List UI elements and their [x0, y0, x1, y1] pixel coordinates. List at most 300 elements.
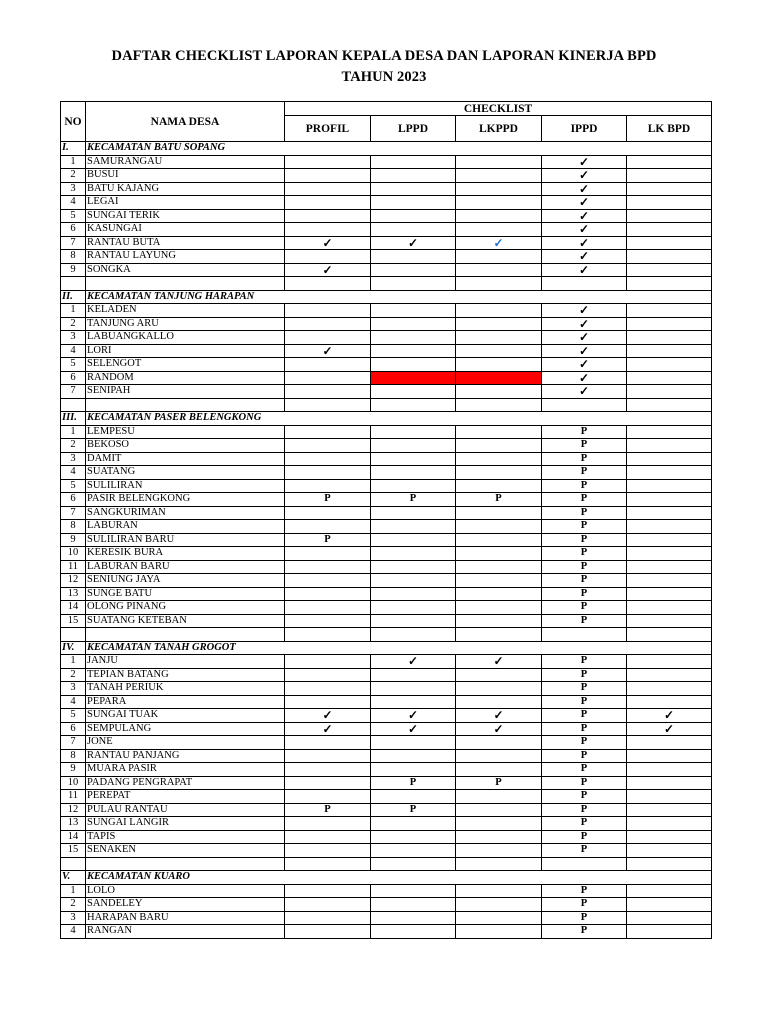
mark-lkppd	[456, 479, 542, 493]
blank-cell	[371, 277, 456, 291]
village-name: LEMPESU	[86, 425, 285, 439]
row-number: 1	[61, 884, 86, 898]
mark-ippd: P	[542, 466, 627, 480]
mark-ippd: P	[542, 682, 627, 696]
row-number: 14	[61, 601, 86, 615]
mark-lppd	[371, 344, 456, 358]
mark-lk-bpd	[627, 196, 712, 210]
mark-lppd	[371, 182, 456, 196]
mark-lkppd	[456, 439, 542, 453]
table-row	[61, 695, 712, 709]
mark-profil	[285, 479, 371, 493]
mark-ippd: ✓	[542, 331, 627, 345]
section-header-row	[61, 641, 712, 655]
village-name: SONGKA	[86, 263, 285, 277]
table-row	[61, 560, 712, 574]
village-name: SENIPAH	[86, 385, 285, 399]
row-number: 3	[61, 331, 86, 345]
mark-profil	[285, 763, 371, 777]
mark-lk-bpd	[627, 655, 712, 669]
header-nama-desa: NAMA DESA	[86, 102, 285, 142]
mark-ippd: P	[542, 695, 627, 709]
mark-lkppd	[456, 385, 542, 399]
mark-lkppd	[456, 223, 542, 237]
mark-ippd: P	[542, 790, 627, 804]
mark-lkppd	[456, 574, 542, 588]
mark-profil	[285, 574, 371, 588]
mark-lppd	[371, 884, 456, 898]
mark-lk-bpd	[627, 560, 712, 574]
mark-lppd	[371, 371, 456, 385]
header-checklist: CHECKLIST	[285, 102, 712, 116]
blank-cell	[542, 628, 627, 642]
mark-lppd	[371, 196, 456, 210]
table-row	[61, 331, 712, 345]
village-name: LABUANGKALLO	[86, 331, 285, 345]
mark-ippd: P	[542, 736, 627, 750]
village-name: PASIR BELENGKONG	[86, 493, 285, 507]
village-name: KELADEN	[86, 304, 285, 318]
mark-profil: P	[285, 533, 371, 547]
blank-cell	[86, 857, 285, 871]
table-row	[61, 439, 712, 453]
mark-lppd	[371, 506, 456, 520]
mark-lk-bpd	[627, 682, 712, 696]
mark-ippd: P	[542, 601, 627, 615]
section-number: II.	[61, 290, 86, 304]
village-name: SELENGOT	[86, 358, 285, 372]
mark-lkppd: P	[456, 776, 542, 790]
village-name: KASUNGAI	[86, 223, 285, 237]
mark-lppd	[371, 844, 456, 858]
mark-profil: ✓	[285, 263, 371, 277]
mark-lk-bpd	[627, 506, 712, 520]
mark-lkppd	[456, 925, 542, 939]
mark-lk-bpd	[627, 763, 712, 777]
mark-profil	[285, 223, 371, 237]
village-name: PULAU RANTAU	[86, 803, 285, 817]
mark-lppd	[371, 668, 456, 682]
row-number: 4	[61, 925, 86, 939]
mark-lkppd: ✓	[456, 722, 542, 736]
table-row	[61, 601, 712, 615]
mark-ippd: ✓	[542, 196, 627, 210]
section-header-row	[61, 412, 712, 426]
mark-profil	[285, 911, 371, 925]
blank-cell	[542, 398, 627, 412]
table-row	[61, 682, 712, 696]
mark-lkppd	[456, 425, 542, 439]
mark-ippd: ✓	[542, 182, 627, 196]
row-number: 9	[61, 763, 86, 777]
village-name: LABURAN BARU	[86, 560, 285, 574]
row-number: 11	[61, 790, 86, 804]
table-row	[61, 911, 712, 925]
mark-lppd	[371, 479, 456, 493]
row-number: 15	[61, 614, 86, 628]
mark-lk-bpd	[627, 925, 712, 939]
table-row	[61, 830, 712, 844]
mark-ippd: P	[542, 763, 627, 777]
mark-profil	[285, 925, 371, 939]
village-name: RANTAU LAYUNG	[86, 250, 285, 264]
row-number: 1	[61, 425, 86, 439]
section-header-row	[61, 871, 712, 885]
mark-lk-bpd	[627, 452, 712, 466]
blank-cell	[61, 857, 86, 871]
mark-ippd: P	[542, 884, 627, 898]
row-number: 6	[61, 371, 86, 385]
table-row	[61, 749, 712, 763]
mark-lkppd	[456, 547, 542, 561]
mark-profil	[285, 655, 371, 669]
mark-lkppd	[456, 344, 542, 358]
mark-profil: P	[285, 493, 371, 507]
table-row	[61, 925, 712, 939]
mark-lppd	[371, 520, 456, 534]
row-number: 8	[61, 749, 86, 763]
mark-lk-bpd	[627, 749, 712, 763]
table-row	[61, 344, 712, 358]
blank-cell	[285, 628, 371, 642]
table-row	[61, 898, 712, 912]
mark-lppd	[371, 533, 456, 547]
mark-lkppd	[456, 520, 542, 534]
table-row	[61, 520, 712, 534]
mark-profil	[285, 506, 371, 520]
mark-profil: ✓	[285, 709, 371, 723]
table-row	[61, 668, 712, 682]
row-number: 4	[61, 344, 86, 358]
blank-cell	[61, 398, 86, 412]
mark-lkppd	[456, 331, 542, 345]
mark-lk-bpd	[627, 344, 712, 358]
table-row	[61, 223, 712, 237]
mark-lppd	[371, 817, 456, 831]
mark-ippd: P	[542, 655, 627, 669]
mark-lkppd: ✓	[456, 236, 542, 250]
mark-lk-bpd	[627, 776, 712, 790]
mark-profil	[285, 169, 371, 183]
mark-ippd: ✓	[542, 169, 627, 183]
mark-lkppd	[456, 763, 542, 777]
mark-lk-bpd	[627, 695, 712, 709]
mark-lkppd	[456, 668, 542, 682]
section-number: III.	[61, 412, 86, 426]
mark-lkppd	[456, 844, 542, 858]
village-name: LORI	[86, 344, 285, 358]
mark-profil	[285, 749, 371, 763]
document-title: DAFTAR CHECKLIST LAPORAN KEPALA DESA DAN LAPORAN KINERJA BPD	[111, 48, 657, 64]
mark-lk-bpd	[627, 155, 712, 169]
mark-lppd	[371, 155, 456, 169]
table-row	[61, 304, 712, 318]
table-row	[61, 250, 712, 264]
row-number: 2	[61, 317, 86, 331]
mark-lkppd	[456, 830, 542, 844]
mark-profil	[285, 668, 371, 682]
village-name: LABURAN	[86, 520, 285, 534]
mark-lkppd	[456, 466, 542, 480]
mark-lkppd	[456, 614, 542, 628]
mark-ippd: ✓	[542, 317, 627, 331]
mark-lppd: P	[371, 776, 456, 790]
blank-cell	[456, 628, 542, 642]
table-row	[61, 358, 712, 372]
mark-lk-bpd	[627, 668, 712, 682]
mark-profil	[285, 560, 371, 574]
mark-profil	[285, 830, 371, 844]
mark-lk-bpd	[627, 331, 712, 345]
mark-lppd	[371, 304, 456, 318]
mark-ippd: ✓	[542, 344, 627, 358]
section-name: KECAMATAN PASER BELENGKONG	[86, 412, 712, 426]
mark-lkppd	[456, 250, 542, 264]
section-number: IV.	[61, 641, 86, 655]
mark-ippd: P	[542, 452, 627, 466]
blank-cell	[456, 398, 542, 412]
row-number: 5	[61, 479, 86, 493]
table-row	[61, 182, 712, 196]
village-name: SULILIRAN BARU	[86, 533, 285, 547]
mark-ippd: P	[542, 520, 627, 534]
mark-profil	[285, 601, 371, 615]
table-row	[61, 547, 712, 561]
table-row	[61, 884, 712, 898]
table-row	[61, 236, 712, 250]
mark-lppd	[371, 452, 456, 466]
mark-lk-bpd	[627, 601, 712, 615]
mark-profil	[285, 196, 371, 210]
mark-lk-bpd: ✓	[627, 709, 712, 723]
blank-cell	[456, 277, 542, 291]
mark-lkppd	[456, 736, 542, 750]
mark-profil	[285, 304, 371, 318]
mark-lkppd	[456, 304, 542, 318]
section-name: KECAMATAN TANJUNG HARAPAN	[86, 290, 712, 304]
mark-profil	[285, 520, 371, 534]
mark-profil	[285, 776, 371, 790]
village-name: PEREPAT	[86, 790, 285, 804]
village-name: LOLO	[86, 884, 285, 898]
mark-lkppd	[456, 803, 542, 817]
table-row	[61, 722, 712, 736]
table-row	[61, 452, 712, 466]
mark-lppd	[371, 695, 456, 709]
village-name: SANGKURIMAN	[86, 506, 285, 520]
mark-ippd: P	[542, 844, 627, 858]
mark-lppd	[371, 425, 456, 439]
mark-profil	[285, 736, 371, 750]
mark-ippd: P	[542, 506, 627, 520]
mark-lkppd	[456, 884, 542, 898]
row-number: 2	[61, 898, 86, 912]
table-row	[61, 736, 712, 750]
table-row	[61, 587, 712, 601]
blank-cell	[627, 628, 712, 642]
section-number: I.	[61, 142, 86, 156]
row-number: 6	[61, 493, 86, 507]
table-row	[61, 169, 712, 183]
header-lk-bpd: LK BPD	[627, 116, 712, 142]
row-number: 3	[61, 452, 86, 466]
village-name: BATU KAJANG	[86, 182, 285, 196]
mark-lppd	[371, 925, 456, 939]
mark-lk-bpd	[627, 614, 712, 628]
mark-lkppd	[456, 911, 542, 925]
mark-lkppd	[456, 182, 542, 196]
blank-cell	[456, 857, 542, 871]
mark-profil	[285, 817, 371, 831]
mark-ippd: P	[542, 547, 627, 561]
row-number: 7	[61, 736, 86, 750]
mark-ippd: ✓	[542, 236, 627, 250]
mark-lk-bpd: ✓	[627, 722, 712, 736]
mark-lkppd	[456, 817, 542, 831]
mark-lppd	[371, 736, 456, 750]
mark-profil	[285, 425, 371, 439]
mark-lk-bpd	[627, 817, 712, 831]
row-number: 14	[61, 830, 86, 844]
village-name: SEMPULANG	[86, 722, 285, 736]
mark-lk-bpd	[627, 493, 712, 507]
mark-ippd: ✓	[542, 263, 627, 277]
table-row	[61, 776, 712, 790]
mark-ippd: ✓	[542, 304, 627, 318]
mark-lkppd	[456, 601, 542, 615]
mark-lk-bpd	[627, 169, 712, 183]
table-row	[61, 466, 712, 480]
mark-ippd: P	[542, 533, 627, 547]
blank-cell	[86, 628, 285, 642]
mark-profil	[285, 155, 371, 169]
mark-lk-bpd	[627, 830, 712, 844]
table-row	[61, 385, 712, 399]
mark-lk-bpd	[627, 263, 712, 277]
row-number: 3	[61, 182, 86, 196]
mark-lkppd	[456, 682, 542, 696]
village-name: DAMIT	[86, 452, 285, 466]
header-lppd: LPPD	[371, 116, 456, 142]
mark-lppd	[371, 250, 456, 264]
mark-profil	[285, 317, 371, 331]
blank-cell	[371, 628, 456, 642]
table-row	[61, 493, 712, 507]
mark-profil	[285, 790, 371, 804]
table-row	[61, 655, 712, 669]
mark-ippd: P	[542, 925, 627, 939]
mark-ippd: P	[542, 425, 627, 439]
row-number: 10	[61, 547, 86, 561]
table-row	[61, 614, 712, 628]
village-name: OLONG PINANG	[86, 601, 285, 615]
mark-lppd	[371, 911, 456, 925]
mark-ippd: P	[542, 709, 627, 723]
checklist-table	[60, 101, 712, 939]
blank-cell	[542, 857, 627, 871]
mark-ippd: P	[542, 722, 627, 736]
mark-lkppd: P	[456, 493, 542, 507]
mark-lk-bpd	[627, 439, 712, 453]
blank-row	[61, 398, 712, 412]
mark-ippd: P	[542, 749, 627, 763]
village-name: SUNGAI LANGIR	[86, 817, 285, 831]
table-row	[61, 790, 712, 804]
table-row	[61, 803, 712, 817]
mark-lk-bpd	[627, 574, 712, 588]
village-name: RANTAU BUTA	[86, 236, 285, 250]
mark-profil	[285, 358, 371, 372]
mark-ippd: P	[542, 830, 627, 844]
mark-profil	[285, 547, 371, 561]
row-number: 5	[61, 209, 86, 223]
mark-lppd	[371, 790, 456, 804]
mark-lppd: ✓	[371, 722, 456, 736]
mark-ippd: P	[542, 817, 627, 831]
mark-profil: P	[285, 803, 371, 817]
blank-row	[61, 277, 712, 291]
village-name: BUSUI	[86, 169, 285, 183]
row-number: 8	[61, 520, 86, 534]
row-number: 6	[61, 722, 86, 736]
table-row	[61, 763, 712, 777]
mark-lkppd: ✓	[456, 709, 542, 723]
row-number: 11	[61, 560, 86, 574]
row-number: 8	[61, 250, 86, 264]
mark-lppd: P	[371, 493, 456, 507]
mark-ippd: P	[542, 668, 627, 682]
row-number: 7	[61, 506, 86, 520]
section-name: KECAMATAN TANAH GROGOT	[86, 641, 712, 655]
row-number: 3	[61, 911, 86, 925]
village-name: SENAKEN	[86, 844, 285, 858]
village-name: SULILIRAN	[86, 479, 285, 493]
mark-lkppd	[456, 317, 542, 331]
mark-lk-bpd	[627, 790, 712, 804]
mark-lppd	[371, 263, 456, 277]
table-row	[61, 479, 712, 493]
mark-lppd	[371, 682, 456, 696]
mark-lppd	[371, 466, 456, 480]
mark-ippd: P	[542, 574, 627, 588]
mark-profil	[285, 209, 371, 223]
village-name: MUARA PASIR	[86, 763, 285, 777]
mark-lk-bpd	[627, 304, 712, 318]
table-row	[61, 209, 712, 223]
blank-cell	[86, 277, 285, 291]
village-name: TEPIAN BATANG	[86, 668, 285, 682]
mark-ippd: P	[542, 439, 627, 453]
row-number: 9	[61, 263, 86, 277]
village-name: TAPIS	[86, 830, 285, 844]
mark-lppd	[371, 601, 456, 615]
village-name: RANDOM	[86, 371, 285, 385]
mark-lppd: ✓	[371, 655, 456, 669]
mark-profil	[285, 452, 371, 466]
table-row	[61, 155, 712, 169]
mark-ippd: ✓	[542, 371, 627, 385]
mark-lk-bpd	[627, 911, 712, 925]
row-number: 5	[61, 709, 86, 723]
mark-lk-bpd	[627, 736, 712, 750]
mark-ippd: ✓	[542, 358, 627, 372]
mark-lkppd	[456, 371, 542, 385]
row-number: 2	[61, 439, 86, 453]
mark-lppd	[371, 358, 456, 372]
section-name: KECAMATAN KUARO	[86, 871, 712, 885]
mark-lppd	[371, 560, 456, 574]
mark-profil	[285, 614, 371, 628]
